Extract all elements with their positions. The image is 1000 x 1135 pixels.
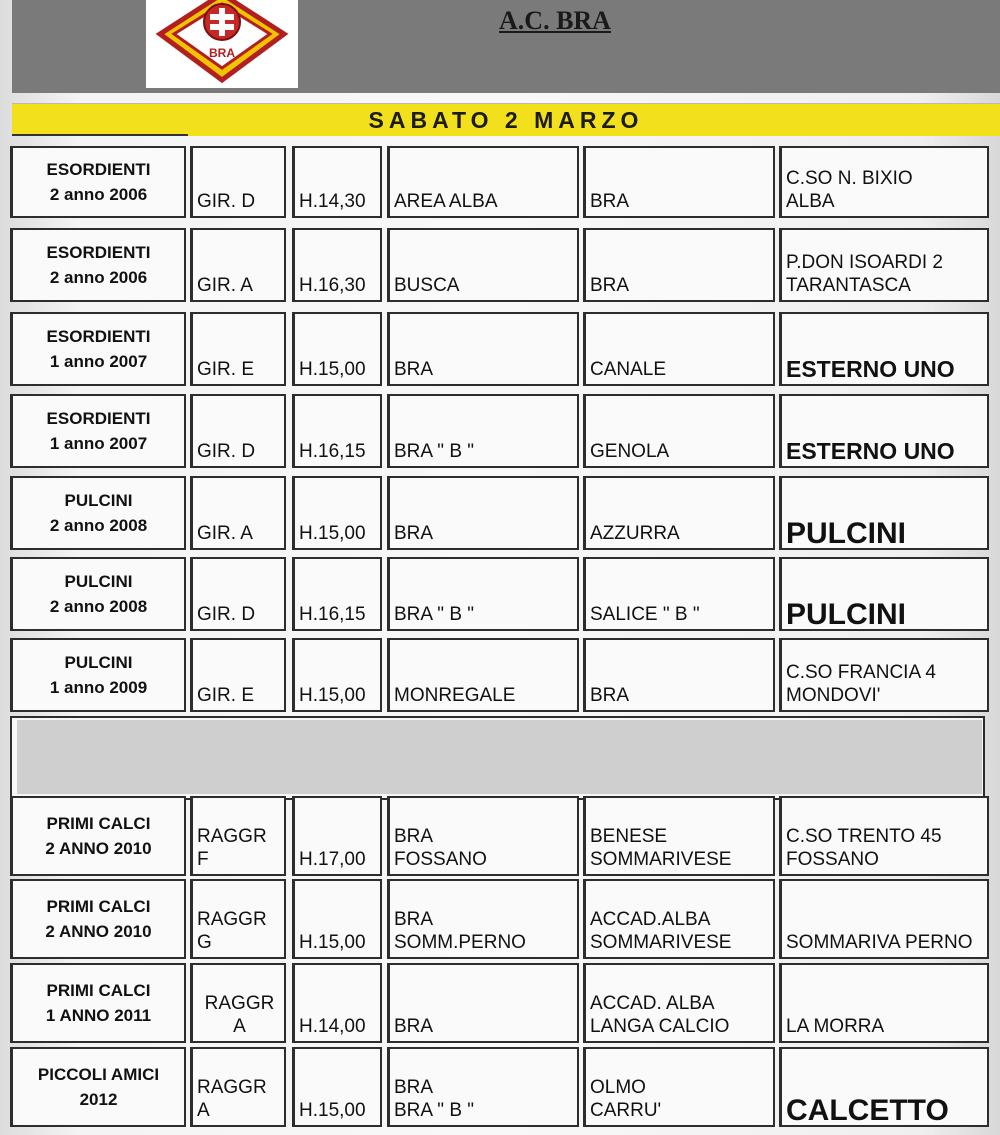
category-line: ESORDIENTI	[46, 243, 151, 262]
home-line: BRA	[394, 523, 434, 544]
home-line: BRA	[394, 1016, 434, 1037]
venue-line: FOSSANO	[786, 849, 879, 870]
home-cell	[387, 963, 579, 1043]
venue-line: MONDOVI'	[786, 685, 881, 706]
group-cell	[190, 1047, 286, 1127]
category-line: 1 anno 2007	[49, 352, 148, 371]
group-cell	[190, 879, 286, 959]
group-line: RAGGR	[204, 993, 275, 1014]
table-row	[0, 796, 1000, 876]
away-line: BENESE	[590, 826, 668, 847]
venue-cell	[779, 879, 989, 959]
time-text: H.17,00	[299, 849, 366, 870]
venue-cell	[779, 796, 989, 876]
table-row	[0, 557, 1000, 631]
group-line: F	[197, 849, 209, 870]
away-line: ACCAD.ALBA	[590, 909, 711, 930]
group-line: GIR. E	[197, 685, 255, 706]
home-line: BRA	[394, 826, 434, 847]
date-banner: SABATO 2 MARZO	[12, 103, 1000, 136]
table-row	[0, 638, 1000, 712]
category-line: ESORDIENTI	[46, 327, 151, 346]
group-cell	[190, 228, 286, 302]
time-text: H.14,30	[299, 191, 366, 212]
away-line: GENOLA	[590, 441, 670, 462]
table-row	[0, 146, 1000, 218]
category-line: 2012	[79, 1090, 118, 1109]
venue-cell	[779, 638, 989, 712]
group-cell	[190, 394, 286, 468]
category-line: PRIMI CALCI	[46, 897, 151, 916]
away-cell	[583, 312, 775, 386]
group-line: A	[233, 1016, 246, 1037]
venue-line: ESTERNO UNO	[786, 356, 955, 382]
away-line: CARRU'	[590, 1100, 662, 1121]
time-cell	[292, 312, 382, 386]
away-cell	[583, 796, 775, 876]
away-line: BRA	[590, 275, 630, 296]
home-cell	[387, 638, 579, 712]
venue-line: ALBA	[786, 191, 835, 212]
category-cell	[10, 638, 186, 712]
table-row	[0, 879, 1000, 959]
venue-cell	[779, 394, 989, 468]
home-cell	[387, 394, 579, 468]
venue-line: P.DON ISOARDI 2	[786, 252, 943, 273]
home-line: BRA " B "	[394, 441, 475, 462]
category-cell	[10, 228, 186, 302]
away-cell	[583, 557, 775, 631]
table-row	[0, 394, 1000, 468]
table-row	[0, 228, 1000, 302]
away-cell	[583, 1047, 775, 1127]
group-cell	[190, 796, 286, 876]
venue-line: PULCINI	[786, 598, 906, 631]
home-line: SOMM.PERNO	[394, 932, 526, 953]
away-cell	[583, 879, 775, 959]
time-text: H.15,00	[299, 1100, 366, 1121]
home-cell	[387, 879, 579, 959]
venue-line: CALCETTO	[786, 1094, 949, 1127]
category-cell	[10, 394, 186, 468]
group-cell	[190, 963, 286, 1043]
away-line: SALICE " B "	[590, 604, 700, 625]
home-cell	[387, 476, 579, 550]
time-text: H.14,00	[299, 1016, 366, 1037]
time-text: H.16,15	[299, 604, 366, 625]
logo-text: BRA	[209, 46, 235, 60]
group-line: A	[197, 1100, 210, 1121]
redacted-row	[17, 720, 982, 794]
away-line: BRA	[590, 191, 630, 212]
date-banner-underline	[12, 134, 188, 136]
home-line: BUSCA	[394, 275, 460, 296]
home-cell	[387, 1047, 579, 1127]
club-crest-icon	[146, 0, 298, 88]
table-row	[0, 963, 1000, 1043]
category-line: PULCINI	[64, 653, 133, 672]
time-text: H.16,30	[299, 275, 366, 296]
away-line: CANALE	[590, 359, 667, 380]
venue-line: ESTERNO UNO	[786, 438, 955, 464]
home-cell	[387, 146, 579, 218]
group-line: GIR. D	[197, 604, 256, 625]
home-cell	[387, 228, 579, 302]
home-line: BRA " B "	[394, 1100, 475, 1121]
venue-cell	[779, 476, 989, 550]
away-line: AZZURRA	[590, 523, 680, 544]
time-cell	[292, 228, 382, 302]
group-line: G	[197, 932, 212, 953]
time-cell	[292, 963, 382, 1043]
group-cell	[190, 312, 286, 386]
away-cell	[583, 146, 775, 218]
table-row	[0, 476, 1000, 550]
time-text: H.15,00	[299, 523, 366, 544]
category-line: 2 ANNO 2010	[45, 839, 152, 858]
category-line: PRIMI CALCI	[46, 814, 151, 833]
category-cell	[10, 796, 186, 876]
category-line: 2 anno 2008	[49, 516, 148, 535]
category-line: PICCOLI AMICI	[37, 1065, 160, 1084]
category-cell	[10, 1047, 186, 1127]
group-line: RAGGR	[197, 909, 267, 930]
group-line: RAGGR	[197, 826, 267, 847]
group-line: RAGGR	[197, 1077, 267, 1098]
away-cell	[583, 476, 775, 550]
category-line: 1 anno 2009	[49, 678, 148, 697]
away-cell	[583, 228, 775, 302]
away-line: LANGA CALCIO	[590, 1016, 730, 1037]
group-line: GIR. A	[197, 275, 253, 296]
home-line: BRA	[394, 909, 434, 930]
home-cell	[387, 312, 579, 386]
category-cell	[10, 963, 186, 1043]
time-text: H.15,00	[299, 932, 366, 953]
away-cell	[583, 638, 775, 712]
category-line: ESORDIENTI	[46, 409, 151, 428]
home-cell	[387, 796, 579, 876]
group-line: GIR. D	[197, 191, 256, 212]
home-line: FOSSANO	[394, 849, 487, 870]
category-line: 2 anno 2006	[49, 268, 148, 287]
time-cell	[292, 638, 382, 712]
club-logo	[146, 0, 298, 88]
group-cell	[190, 557, 286, 631]
home-line: BRA	[394, 359, 434, 380]
venue-line: SOMMARIVA PERNO	[786, 932, 973, 953]
time-cell	[292, 1047, 382, 1127]
time-cell	[292, 879, 382, 959]
group-line: GIR. A	[197, 523, 253, 544]
home-line: MONREGALE	[394, 685, 516, 706]
venue-line: TARANTASCA	[786, 275, 911, 296]
home-line: AREA ALBA	[394, 191, 498, 212]
away-cell	[583, 963, 775, 1043]
category-cell	[10, 557, 186, 631]
category-cell	[10, 146, 186, 218]
category-line: PULCINI	[64, 572, 133, 591]
time-cell	[292, 476, 382, 550]
away-line: ACCAD. ALBA	[590, 993, 715, 1014]
venue-cell	[779, 146, 989, 218]
category-cell	[10, 312, 186, 386]
category-line: PRIMI CALCI	[46, 981, 151, 1000]
home-line: BRA	[394, 1077, 434, 1098]
group-cell	[190, 638, 286, 712]
time-cell	[292, 394, 382, 468]
venue-line: C.SO FRANCIA 4	[786, 662, 936, 683]
category-line: 2 anno 2008	[49, 597, 148, 616]
away-line: OLMO	[590, 1077, 646, 1098]
group-line: GIR. D	[197, 441, 256, 462]
venue-cell	[779, 557, 989, 631]
away-line: SOMMARIVESE	[590, 849, 732, 870]
category-line: ESORDIENTI	[46, 160, 151, 179]
venue-line: C.SO TRENTO 45	[786, 826, 942, 847]
away-line: BRA	[590, 685, 630, 706]
category-cell	[10, 879, 186, 959]
venue-cell	[779, 963, 989, 1043]
group-line: GIR. E	[197, 359, 255, 380]
venue-line: LA MORRA	[786, 1016, 885, 1037]
time-cell	[292, 796, 382, 876]
club-title: A.C. BRA	[499, 6, 611, 35]
group-cell	[190, 476, 286, 550]
table-row	[0, 312, 1000, 386]
category-cell	[10, 476, 186, 550]
time-text: H.16,15	[299, 441, 366, 462]
category-line: 2 ANNO 2010	[45, 922, 152, 941]
away-line: SOMMARIVESE	[590, 932, 732, 953]
time-text: H.15,00	[299, 685, 366, 706]
time-text: H.15,00	[299, 359, 366, 380]
venue-line: C.SO N. BIXIO	[786, 168, 913, 189]
category-line: PULCINI	[64, 491, 133, 510]
table-row	[0, 1047, 1000, 1127]
away-cell	[583, 394, 775, 468]
time-cell	[292, 146, 382, 218]
venue-line: PULCINI	[786, 517, 906, 550]
category-line: 1 anno 2007	[49, 434, 148, 453]
category-line: 2 anno 2006	[49, 185, 148, 204]
category-line: 1 ANNO 2011	[45, 1006, 152, 1025]
home-line: BRA " B "	[394, 604, 475, 625]
group-cell	[190, 146, 286, 218]
venue-cell	[779, 228, 989, 302]
time-cell	[292, 557, 382, 631]
home-cell	[387, 557, 579, 631]
venue-cell	[779, 312, 989, 386]
venue-cell	[779, 1047, 989, 1127]
